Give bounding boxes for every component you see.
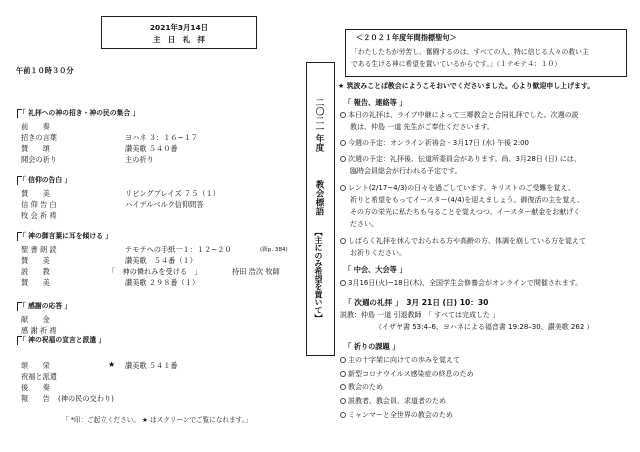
order-label: 賛 美	[21, 256, 50, 265]
bullet-circle-icon	[340, 140, 346, 146]
next-service-title: 「 次週の礼拝 」 3月 21日 (日) 10：30	[344, 298, 489, 307]
bullet-circle-icon	[340, 112, 346, 118]
order-item: リビングプレイズ ７５（１）	[125, 189, 220, 198]
notice-text: 教は、仲島 一道 先生がご奉仕くださいます。	[350, 123, 494, 131]
notices-title: 「 報告、連絡等 」	[344, 98, 407, 107]
prayer-item	[340, 355, 460, 367]
order-label: 祝福と派遣	[21, 372, 57, 381]
order-label: 信 仰 告 白	[21, 200, 57, 209]
notice-text: 本日の礼拝は、ライブ中継によって三郷教会と合同礼拝でした。次週の説	[348, 111, 579, 119]
order-item: 讃美歌 ５４１番	[125, 361, 178, 370]
motto-text: 【主にのみ希望を置いて】	[314, 228, 323, 322]
order-label: 説 教	[21, 267, 50, 276]
section-title-gathering: 「 礼拝への神の招き・神の民の集合 」	[19, 109, 140, 117]
order-label: 報 告	[21, 394, 50, 403]
prayer-item	[340, 396, 446, 408]
order-label: 感 謝 祈 祷	[21, 326, 57, 335]
verse-text-line1: 「わたしたちが労苦し、奮闘するのは、すべての人、特に信じる人々の救い主	[351, 48, 589, 56]
notice-item	[340, 154, 581, 166]
notice-text: 次週の予定：礼拝後、伝道所委員会があります。尚、3月28日 (日) には、	[348, 155, 581, 163]
prayer-item	[340, 382, 383, 394]
service-title: 主 日 礼 拝	[153, 35, 205, 44]
order-item: ヨハネ ３：１６~１７	[125, 133, 198, 142]
order-label: 開会の祈り	[21, 155, 57, 164]
bullet-circle-icon	[340, 398, 346, 404]
section-title-response: 「 感謝の応答 」	[19, 302, 72, 310]
order-label: 前 奏	[21, 122, 50, 131]
order-label: 招きの言葉	[21, 133, 57, 142]
section-title-word: 「 神の御言葉に耳を傾ける 」	[19, 232, 113, 240]
order-label: 賛 頌	[21, 144, 50, 153]
bullet-circle-icon	[340, 371, 346, 377]
order-label: 頌 栄	[21, 361, 50, 370]
bullet-circle-icon	[340, 156, 346, 162]
welcome-message: ★ 筑波みことば教会にようこそおいでくださいました。心より歓迎申し上げます。	[338, 82, 595, 90]
section-title-blessing: 「 神の祝福の宣言と派遣 」	[19, 336, 106, 344]
prayer-item	[340, 369, 474, 381]
notice-item	[340, 236, 586, 248]
order-item: 主の祈り	[125, 155, 154, 164]
bullet-circle-icon	[340, 412, 346, 418]
order-label: 賛 美	[21, 189, 50, 198]
order-item: 讃美歌 ５４番（１）	[125, 256, 197, 265]
motto-label: 教会標語	[314, 180, 324, 216]
order-item: ハイデルベルク信仰問答	[125, 200, 204, 209]
meetings-title: 「 中会、大会等 」	[344, 265, 407, 274]
service-time: 午前１０時３０分	[16, 66, 74, 75]
notice-text: 臨時会員総会が行われる予定です。	[350, 167, 462, 175]
order-label: 献 金	[21, 315, 50, 324]
motto-year: 二〇二一年度	[314, 98, 324, 152]
footnote: 「 *印：ご起立ください。 ★ はスクリーンでご覧になれます。」	[62, 416, 252, 424]
prayer-text: 主の十字架に向けての歩みを覚えて	[348, 356, 460, 364]
bible-page-ref: (新p. 384)	[260, 247, 288, 253]
order-label: 賛 美	[21, 278, 50, 287]
order-label: 後 奏	[21, 383, 50, 392]
verse-box	[345, 29, 627, 77]
sermon-title: 「 神の憐れみを受ける 」	[108, 267, 202, 276]
meeting-text: 3月16日(火)~18日(木)、全国学生会修養会がオンラインで開催されます。	[348, 279, 583, 287]
order-item: 讃美歌 ２９８番（１）	[125, 278, 200, 287]
bullet-circle-icon	[340, 185, 346, 191]
prayer-text: 説教者、教会員、求道者のため	[348, 397, 446, 405]
verse-text-line2: である生ける神に希望を置いているからです。」（１テモテ４：１０）	[351, 60, 562, 68]
notice-text: 今週の予定：オンライン祈祷会 - 3月17日 (水) 午後 2:00	[348, 139, 529, 147]
prayer-item	[340, 410, 453, 422]
notice-item	[340, 138, 529, 150]
verse-title: ＜２０２１年度年間指標聖句＞	[356, 33, 457, 42]
prayer-text: 新型コロナウイルス感染症の終息のため	[348, 370, 474, 378]
bullet-circle-icon	[340, 357, 346, 363]
notice-item	[340, 183, 575, 195]
order-label: 聖 書 朗 読	[21, 245, 57, 254]
section-title-confession: 「 信仰の告白 」	[19, 176, 72, 184]
service-header-box	[101, 16, 257, 49]
prayer-text: ミャンマーと全世界の教会のため	[348, 411, 453, 419]
next-sermon-line: 説教：仲島 一道 引退教師 「 すべては完成した 」	[340, 311, 500, 319]
order-label: 牧 会 祈 祷	[21, 211, 57, 220]
meeting-item	[340, 278, 582, 290]
service-date: 2021年3月14日	[149, 23, 209, 32]
notice-text: その方の栄光に私たちも与ることを覚えつつ、イースター献金をお献げく	[350, 208, 581, 216]
bullet-circle-icon	[340, 238, 346, 244]
preacher-name: 持田 浩次 牧師	[232, 267, 280, 276]
order-item: テモテへの手紙一１：１２~２０	[125, 245, 232, 254]
order-item: 讃美歌 ５４０番	[125, 144, 178, 153]
next-scripture-line: （イザヤ書 53:4–6、ヨハネによる福音書 19:28–30、讃美歌 262 ）	[375, 323, 594, 331]
order-item: (神の民の交わり)	[58, 394, 114, 403]
notice-text: 祈りと希望をもってイースター(4/4)を迎えましょう。御復活の主を覚え、	[350, 196, 584, 204]
notice-text: お祈りください。	[350, 249, 406, 257]
bullet-circle-icon	[340, 384, 346, 390]
notice-item	[340, 110, 579, 122]
notice-text: レント(2/17~4/3)の日々を過ごしています。キリストのご受難を覚え、	[348, 184, 575, 192]
prayer-text: 教会のため	[348, 383, 383, 391]
bullet-circle-icon	[340, 280, 346, 286]
notice-text: ださい。	[350, 220, 378, 228]
prayer-title: 「 祈りの課題 」	[344, 342, 400, 351]
notice-text: しばらく礼拝を休んでおられる方や高齢の方、体調を崩している方を覚えて	[348, 237, 586, 245]
screen-star-icon: ★	[108, 360, 116, 369]
